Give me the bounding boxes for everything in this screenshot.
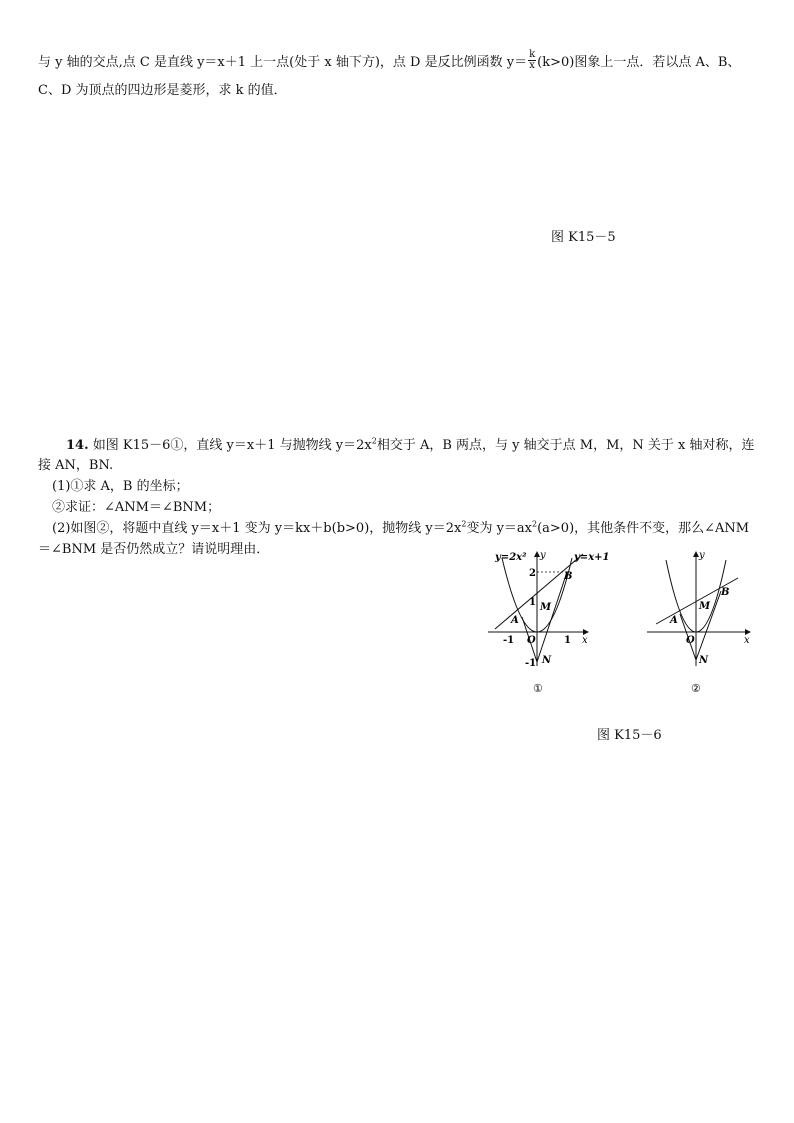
inverse-function-fraction — [528, 50, 536, 71]
figure-1 — [485, 546, 610, 696]
x-axis-label: x — [744, 635, 750, 646]
problem-number: 14. — [66, 438, 89, 453]
fraction-denominator: x — [529, 60, 535, 71]
point-label-B: B — [721, 587, 730, 598]
question-2-line1 — [52, 520, 749, 538]
q2-text-c: (a>0)，其他条件不变，那么∠ANM — [537, 521, 750, 536]
question-2-line2: ＝∠BNM 是否仍然成立？请说明理由． — [38, 542, 270, 557]
origin-label: O — [686, 635, 695, 646]
figure-2-caption: ② — [691, 682, 701, 695]
point-label-B: B — [564, 571, 573, 582]
figure-2 — [644, 546, 756, 696]
problem14-line1-text-b: 相交于 A，B 两点，与 y 轴交于点 M，M，N 关于 x 轴对称，连 — [376, 438, 755, 453]
line-y-kx-plus-b — [656, 578, 738, 624]
q2-text-a: (2)如图②，将题中直线 y＝x＋1 变为 y＝kx＋b(b>0)，抛物线 y＝2x — [52, 521, 462, 536]
question-1-part-1: (1)①求 A，B 的坐标； — [52, 479, 189, 494]
problem14-line1-text-a: 如图 K15－6①，直线 y＝x＋1 与抛物线 y＝2x — [92, 438, 372, 453]
point-label-N: N — [542, 655, 552, 666]
parabola-label: y=2x² — [495, 552, 527, 563]
tick-label-1-x: 1 — [564, 635, 571, 646]
superscript: 2 — [461, 519, 467, 529]
prev-problem-line1 — [38, 49, 741, 73]
origin-label: O — [527, 635, 536, 646]
tick-label-2: 2 — [529, 568, 536, 579]
line-y-x-plus-1 — [495, 554, 583, 629]
y-axis-label: y — [699, 550, 705, 561]
x-axis-label: x — [582, 635, 588, 646]
q2-text-b: 变为 y＝ax — [466, 521, 532, 536]
fraction-numerator: k — [529, 49, 536, 60]
point-label-A: A — [670, 615, 678, 626]
point-label-M: M — [540, 602, 552, 613]
superscript: 2 — [532, 519, 538, 529]
problem14-line2: 接 AN，BN. — [38, 458, 114, 473]
superscript: 2 — [371, 436, 377, 446]
tick-label-neg1-y: -1 — [525, 658, 537, 669]
prev-line1-text-b: (k>0)图象上一点．若以点 A、B、 — [537, 55, 741, 70]
figure-1-caption: ① — [533, 682, 543, 695]
figure-caption-k15-5: 图 K15－5 — [551, 230, 616, 245]
point-label-M: M — [699, 601, 711, 612]
prev-problem-line2: C、D 为顶点的四边形是菱形，求 k 的值． — [38, 83, 287, 98]
tick-label-1-y: 1 — [529, 597, 536, 608]
segment-BN — [537, 572, 567, 662]
question-1-part-2: ②求证：∠ANM＝∠BNM； — [52, 500, 221, 515]
figure-caption-k15-6: 图 K15－6 — [597, 728, 662, 743]
problem14-line1 — [66, 437, 755, 455]
line-label: y=x+1 — [574, 552, 610, 563]
tick-label-neg1-x: -1 — [503, 635, 515, 646]
y-axis-label: y — [540, 550, 546, 561]
prev-line1-text-a: 与 y 轴的交点,点 C 是直线 y＝x＋1 上一点(处于 x 轴下方)，点 D 是反比例函数 y＝ — [38, 55, 528, 70]
point-label-A: A — [511, 615, 519, 626]
point-label-N: N — [699, 655, 709, 666]
